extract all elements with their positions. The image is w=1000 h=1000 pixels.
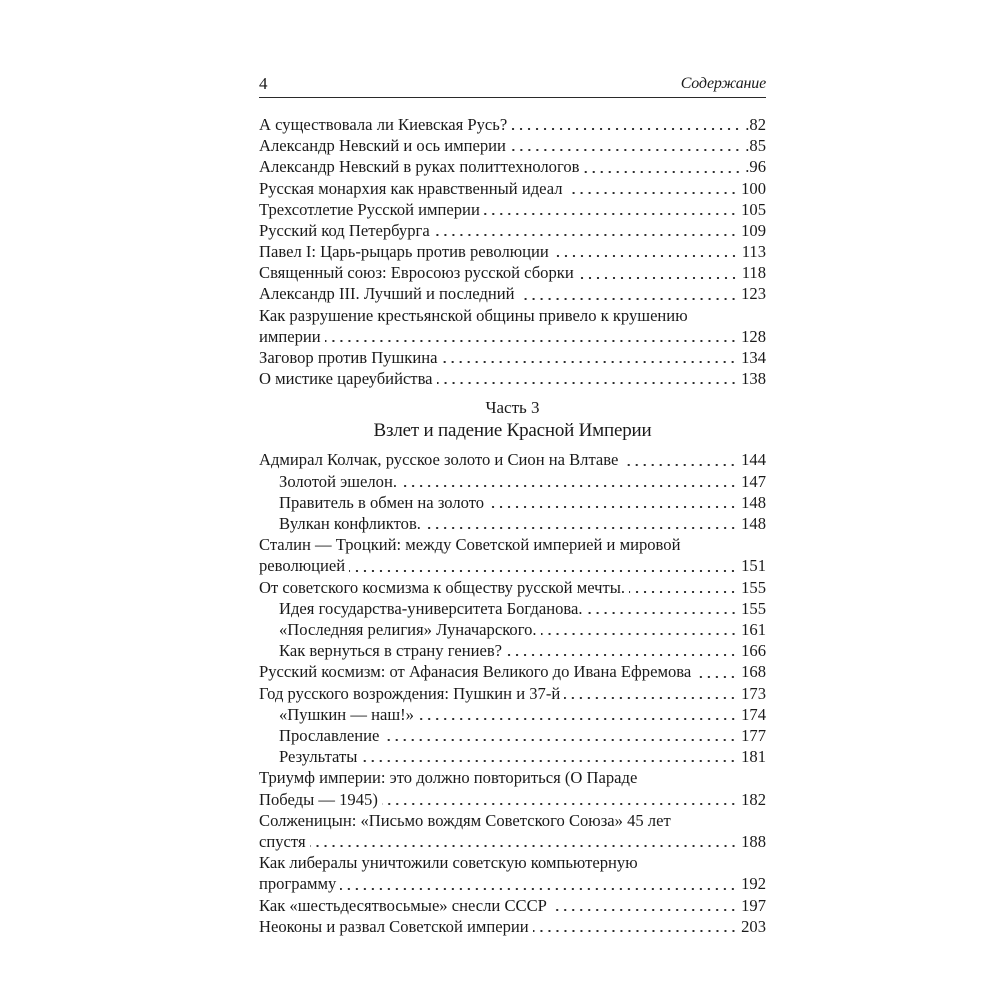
toc-entry-title: Как «шестьдесятвосьмые» снесли СССР <box>259 895 547 915</box>
toc-entry-title: Павел I: Царь-рыцарь против революции <box>259 242 549 262</box>
toc-entry-title: Русский космизм: от Афанасия Великого до Ивана Ефремова <box>259 662 692 682</box>
dot-leader <box>361 760 737 762</box>
dot-leader <box>382 803 737 805</box>
dot-leader <box>506 654 737 656</box>
toc-subentry <box>259 619 766 640</box>
toc-entry-title: «Пушкин — наш!» <box>279 704 414 724</box>
toc-entry-title: Идея государства-университета Богданова. <box>279 598 583 618</box>
toc-subentry <box>259 746 766 767</box>
toc-entry <box>259 241 766 262</box>
toc-entry-title: Александр Невский в руках политтехнологов <box>259 157 580 177</box>
toc-entry-title: Александр III. Лучший и последний <box>259 284 515 304</box>
dot-leader <box>622 464 737 466</box>
toc-page-number: .96 <box>745 157 766 177</box>
toc-entry <box>259 577 766 598</box>
toc-entry-title-line1: Сталин — Троцкий: между Советской империей и мировой <box>259 535 681 555</box>
toc-entry <box>259 916 766 937</box>
toc-entry <box>259 895 766 916</box>
toc-entry-title-line2: империи <box>259 326 321 346</box>
toc-entry <box>259 368 766 389</box>
toc-entry <box>259 284 766 305</box>
toc-page-number: .85 <box>745 136 766 156</box>
part-heading <box>259 397 766 443</box>
dot-leader <box>383 739 737 741</box>
toc-page-number: 144 <box>741 450 766 470</box>
dot-leader <box>541 633 738 635</box>
dot-leader <box>519 298 738 300</box>
toc-entry <box>259 178 766 199</box>
part-title: Взлет и падение Красной Империи <box>373 420 652 442</box>
toc-entry-title-line1: Триумф империи: это должно повториться (О Параде <box>259 768 638 788</box>
toc-page-number: 192 <box>741 874 766 894</box>
dot-leader <box>587 612 738 614</box>
dot-leader <box>441 361 737 363</box>
toc-page-number: 173 <box>741 683 766 703</box>
toc-entry-title-line2: Победы — 1945) <box>259 789 378 809</box>
dot-leader <box>434 234 737 236</box>
toc-entry-title: Русский код Петербурга <box>259 220 430 240</box>
toc-page-number: 151 <box>741 556 766 576</box>
dot-leader <box>401 485 737 487</box>
dot-leader <box>551 909 737 911</box>
dot-leader <box>567 192 738 194</box>
dot-leader <box>418 718 737 720</box>
toc-entry <box>259 767 766 809</box>
toc-entry-title: Трехсотлетие Русской империи <box>259 199 480 219</box>
toc-entry-title-line2: программу <box>259 874 337 894</box>
dot-leader <box>349 570 737 572</box>
toc-page-number: 148 <box>741 514 766 534</box>
toc-page-number: 147 <box>741 471 766 491</box>
toc-entry-title: Год русского возрождения: Пушкин и 37-й <box>259 683 561 703</box>
toc-entry <box>259 199 766 220</box>
toc-page-number: 168 <box>741 662 766 682</box>
toc-entry <box>259 114 766 135</box>
toc-entry-title: Русская монархия как нравственный идеал <box>259 178 563 198</box>
section-title: Содержание <box>680 75 766 92</box>
toc-page-number: 177 <box>741 725 766 745</box>
toc-entry-title-line1: Как либералы уничтожили советскую компьютерную <box>259 853 638 873</box>
toc-page-number: 148 <box>741 492 766 512</box>
dot-leader <box>340 888 737 890</box>
toc-entry <box>259 156 766 177</box>
toc-entry <box>259 135 766 156</box>
toc-entry-title: Результаты <box>279 747 358 767</box>
toc-entry-title: Александр Невский и ось империи <box>259 136 506 156</box>
toc-entry-title: «Последняя религия» Луначарского. <box>279 619 537 639</box>
dot-leader <box>437 382 738 384</box>
toc-page-number: 174 <box>741 704 766 724</box>
toc-page-number: 188 <box>741 831 766 851</box>
toc-subentry <box>259 471 766 492</box>
toc-page-number: 123 <box>741 284 766 304</box>
dot-leader <box>695 676 737 678</box>
toc-entry <box>259 449 766 470</box>
toc-entry-title: Неоконы и развал Советской империи <box>259 916 529 936</box>
page-number: 4 <box>259 74 268 93</box>
toc-entry <box>259 683 766 704</box>
toc-page-number: 166 <box>741 641 766 661</box>
toc-entry-title: Священный союз: Евросоюз русской сборки <box>259 263 574 283</box>
dot-leader <box>511 128 741 130</box>
toc-entry-title: Правитель в обмен на золото <box>279 492 485 512</box>
toc-entry-title-line1: Солженицын: «Письмо вождям Советского Союза» 45 лет <box>259 810 671 830</box>
toc-subentry <box>259 640 766 661</box>
toc-entry-title: Как вернуться в страну гениев? <box>279 641 503 661</box>
toc-entry-title-line1: Как разрушение крестьянской общины привело к крушению <box>259 305 688 325</box>
toc-page-number: .82 <box>745 114 766 134</box>
toc-subentry <box>259 704 766 725</box>
toc-entry <box>259 305 766 347</box>
toc-entry-title: От советского космизма к обществу русской мечты. <box>259 577 626 597</box>
dot-leader <box>584 171 742 173</box>
toc-page-number: 155 <box>741 577 766 597</box>
toc-page-number: 109 <box>741 220 766 240</box>
toc-page-number: 118 <box>741 263 766 283</box>
toc-subentry <box>259 725 766 746</box>
toc-entry-title: Адмирал Колчак, русское золото и Сион на Влтаве <box>259 450 619 470</box>
toc-entry-title: Вулкан конфликтов. <box>279 514 421 534</box>
toc-page-number: 100 <box>741 178 766 198</box>
toc-bottom-section <box>259 449 766 936</box>
toc-entry-title: О мистике цареубийства <box>259 369 433 389</box>
toc-page-number: 155 <box>741 598 766 618</box>
toc-entry-title: Прославление <box>279 725 380 745</box>
running-header <box>259 72 766 98</box>
toc-entry <box>259 534 766 576</box>
toc-entry-title: Заговор против Пушкина <box>259 348 438 368</box>
toc-entry <box>259 810 766 852</box>
table-of-contents <box>259 114 766 937</box>
toc-page-number: 134 <box>741 348 766 368</box>
toc-entry <box>259 262 766 283</box>
dot-leader <box>533 930 737 932</box>
toc-entry <box>259 661 766 682</box>
toc-entry-title-line2: спустя <box>259 831 306 851</box>
toc-page-number: 182 <box>741 789 766 809</box>
toc-entry <box>259 220 766 241</box>
toc-entry-title-line2: революцией <box>259 556 346 576</box>
toc-subentry <box>259 492 766 513</box>
toc-page-number: 197 <box>741 895 766 915</box>
toc-entry-title: А существовала ли Киевская Русь? <box>259 114 508 134</box>
toc-page-number: 203 <box>741 916 766 936</box>
dot-leader <box>484 213 737 215</box>
toc-page-number: 161 <box>741 619 766 639</box>
toc-page-number: 113 <box>741 242 766 262</box>
dot-leader <box>564 697 737 699</box>
part-label: Часть 3 <box>485 398 540 418</box>
toc-page-number: 105 <box>741 199 766 219</box>
toc-subentry <box>259 513 766 534</box>
toc-entry <box>259 347 766 368</box>
toc-page-number: 128 <box>741 326 766 346</box>
toc-subentry <box>259 598 766 619</box>
dot-leader <box>425 527 737 529</box>
dot-leader <box>553 255 738 257</box>
dot-leader <box>310 845 738 847</box>
dot-leader <box>510 149 741 151</box>
dot-leader <box>325 340 737 342</box>
dot-leader <box>578 277 738 279</box>
dot-leader <box>488 506 737 508</box>
toc-page-number: 138 <box>741 369 766 389</box>
toc-page-number: 181 <box>741 747 766 767</box>
toc-top-section <box>259 114 766 389</box>
toc-entry <box>259 852 766 894</box>
dot-leader <box>629 591 737 593</box>
toc-entry-title: Золотой эшелон. <box>279 471 397 491</box>
